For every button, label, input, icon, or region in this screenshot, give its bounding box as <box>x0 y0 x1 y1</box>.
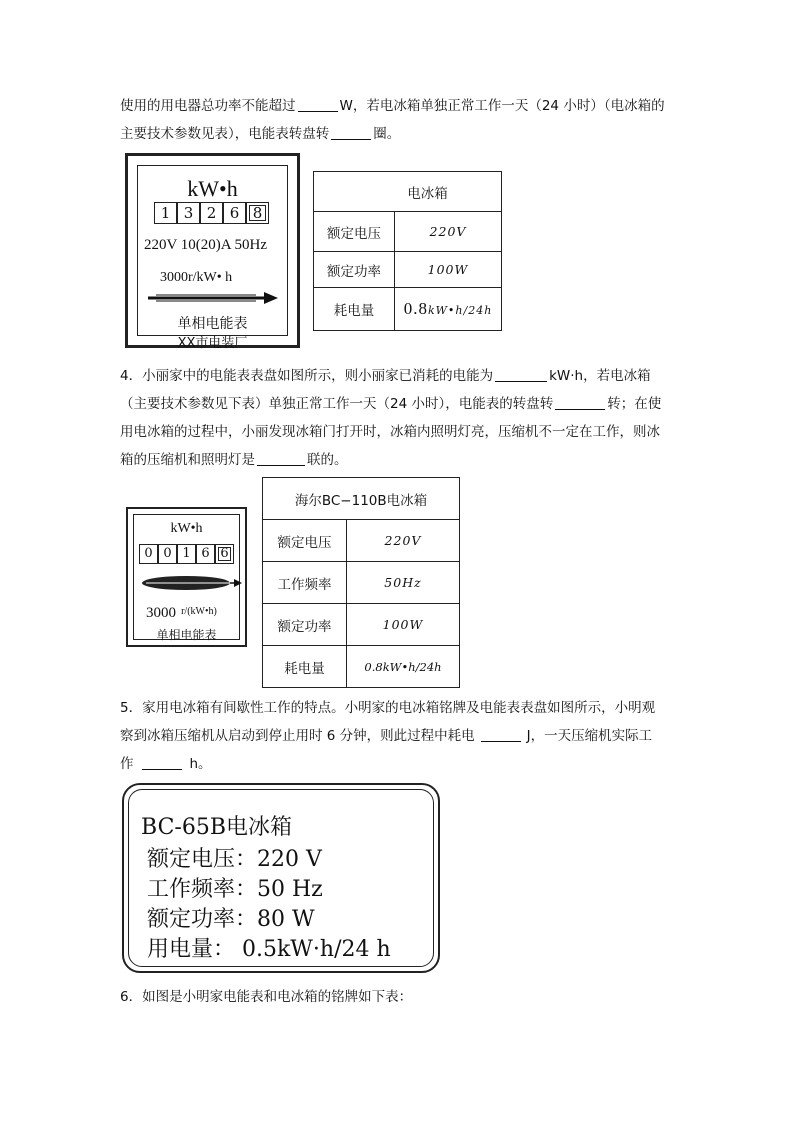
q4-text: （主要技术参数见下表）单独正常工作一天（24 小时），电能表的转盘转 <box>120 396 554 412</box>
table-row <box>314 288 502 331</box>
rotating-disk-icon <box>138 573 242 593</box>
table-cell-value: 0.8kW•h/24h <box>347 646 460 688</box>
nameplate-line: 用电量： 0.5kW·h/24 h <box>147 937 391 962</box>
meter-digit-decimal: 6 <box>215 544 234 564</box>
meter-constant: 3000r/kW• h <box>160 270 233 285</box>
table-row <box>263 604 460 646</box>
table-cell-label: 额定电压 <box>314 212 395 252</box>
q3-text: 圈。 <box>373 126 401 142</box>
nameplate-line: 额定功率：80 W <box>147 907 315 932</box>
q6-text: 6．如图是小明家电能表和电冰箱的铭牌如下表： <box>120 989 413 1005</box>
table-cell-value: 220V <box>347 520 460 562</box>
question-4-text <box>120 362 680 474</box>
table-cell-value: 220V <box>395 212 502 252</box>
table-cell-value <box>395 288 502 331</box>
question-3-text <box>120 92 680 148</box>
meter-rating: 220V 10(20)A 50Hz <box>144 237 268 253</box>
q5-text: 作 <box>120 756 134 772</box>
q3-text: 使用的用电器总功率不能超过 <box>120 98 296 114</box>
question-5-text <box>120 694 680 778</box>
q3-text: W，若电冰箱单独正常工作一天（24 小时）（电冰箱的 <box>339 98 665 114</box>
answer-blank[interactable] <box>481 727 521 742</box>
meter-unit: kW•h <box>170 521 203 536</box>
meter-digit: 6 <box>223 202 246 224</box>
constant-unit: r/(kW•h) <box>181 606 217 617</box>
meter-unit: kW•h <box>187 176 238 201</box>
answer-blank[interactable] <box>298 97 338 112</box>
meter-digit: 3 <box>177 202 200 224</box>
electric-meter-2 <box>126 507 247 647</box>
arrow-icon <box>146 290 286 306</box>
value-number: 0.8 <box>403 299 428 318</box>
table-cell-value: 100W <box>347 604 460 646</box>
value-unit: kW•h/24h <box>427 304 493 317</box>
table-cell-label: 额定电压 <box>263 520 347 562</box>
q5-text: h。 <box>189 756 212 772</box>
table-cell-label: 耗电量 <box>263 646 347 688</box>
table-row <box>314 212 502 252</box>
q4-text: 转；在使 <box>607 396 662 412</box>
q4-text: 4．小丽家中的电能表表盘如图所示，则小丽家已消耗的电能为 <box>120 368 494 384</box>
table-row <box>314 252 502 288</box>
meter-maker: XX市电装厂 <box>177 336 248 351</box>
table-cell-value: 100W <box>395 252 502 288</box>
meter-name: 单相电能表 <box>177 316 248 332</box>
q4-text: 联的。 <box>307 452 348 468</box>
meter-digit: 0 <box>158 544 177 564</box>
q4-text: 用电冰箱的过程中，小丽发现冰箱门打开时，冰箱内照明灯亮，压缩机不一定在工作，则冰 <box>120 424 660 440</box>
meter-digit: 1 <box>154 202 177 224</box>
fridge-nameplate <box>122 783 440 973</box>
table-row <box>263 646 460 688</box>
q5-text: 5．家用电冰箱有间歇性工作的特点。小明家的电冰箱铭牌及电能表表盘如图所示，小明观 <box>120 700 656 716</box>
q4-text: 箱的压缩机和照明灯是 <box>120 452 255 468</box>
table-cell-label: 工作频率 <box>263 562 347 604</box>
table-row <box>263 520 460 562</box>
answer-blank[interactable] <box>257 451 305 466</box>
table-cell-value: 50Hz <box>347 562 460 604</box>
nameplate-title: BC-65B电冰箱 <box>141 815 293 840</box>
meter-constant <box>146 602 217 622</box>
q5-text: 察到冰箱压缩机从启动到停止用时 6 分钟，则此过程中耗电 <box>120 728 475 744</box>
electric-meter-1 <box>125 153 300 351</box>
table-cell-label: 耗电量 <box>314 288 395 331</box>
fridge-spec-table-1 <box>313 171 502 331</box>
meter-digit: 1 <box>177 544 196 564</box>
table-header: 海尔BC−110B电冰箱 <box>263 478 460 520</box>
q5-text: J，一天压缩机实际工 <box>526 728 653 744</box>
table-cell-label: 额定功率 <box>263 604 347 646</box>
nameplate-line: 工作频率：50 Hz <box>147 877 323 902</box>
answer-blank[interactable] <box>555 395 605 410</box>
meter-digit: 6 <box>196 544 215 564</box>
answer-blank[interactable] <box>331 125 371 140</box>
q3-text: 主要技术参数见表），电能表转盘转 <box>120 126 330 142</box>
meter-digit: 0 <box>139 544 158 564</box>
table-header: 电冰箱 <box>314 172 502 212</box>
meter-digit-decimal: 8 <box>246 202 269 224</box>
answer-blank[interactable] <box>495 367 547 382</box>
question-6-text <box>120 983 680 1011</box>
nameplate-line: 额定电压：220 V <box>147 847 322 872</box>
meter-digit: 2 <box>200 202 223 224</box>
constant-number: 3000 <box>146 605 176 621</box>
table-cell-label: 额定功率 <box>314 252 395 288</box>
fridge-spec-table-2 <box>262 477 460 688</box>
answer-blank[interactable] <box>142 755 182 770</box>
meter-name: 单相电能表 <box>156 628 217 642</box>
table-row <box>263 562 460 604</box>
q4-text: kW·h，若电冰箱 <box>549 368 651 384</box>
